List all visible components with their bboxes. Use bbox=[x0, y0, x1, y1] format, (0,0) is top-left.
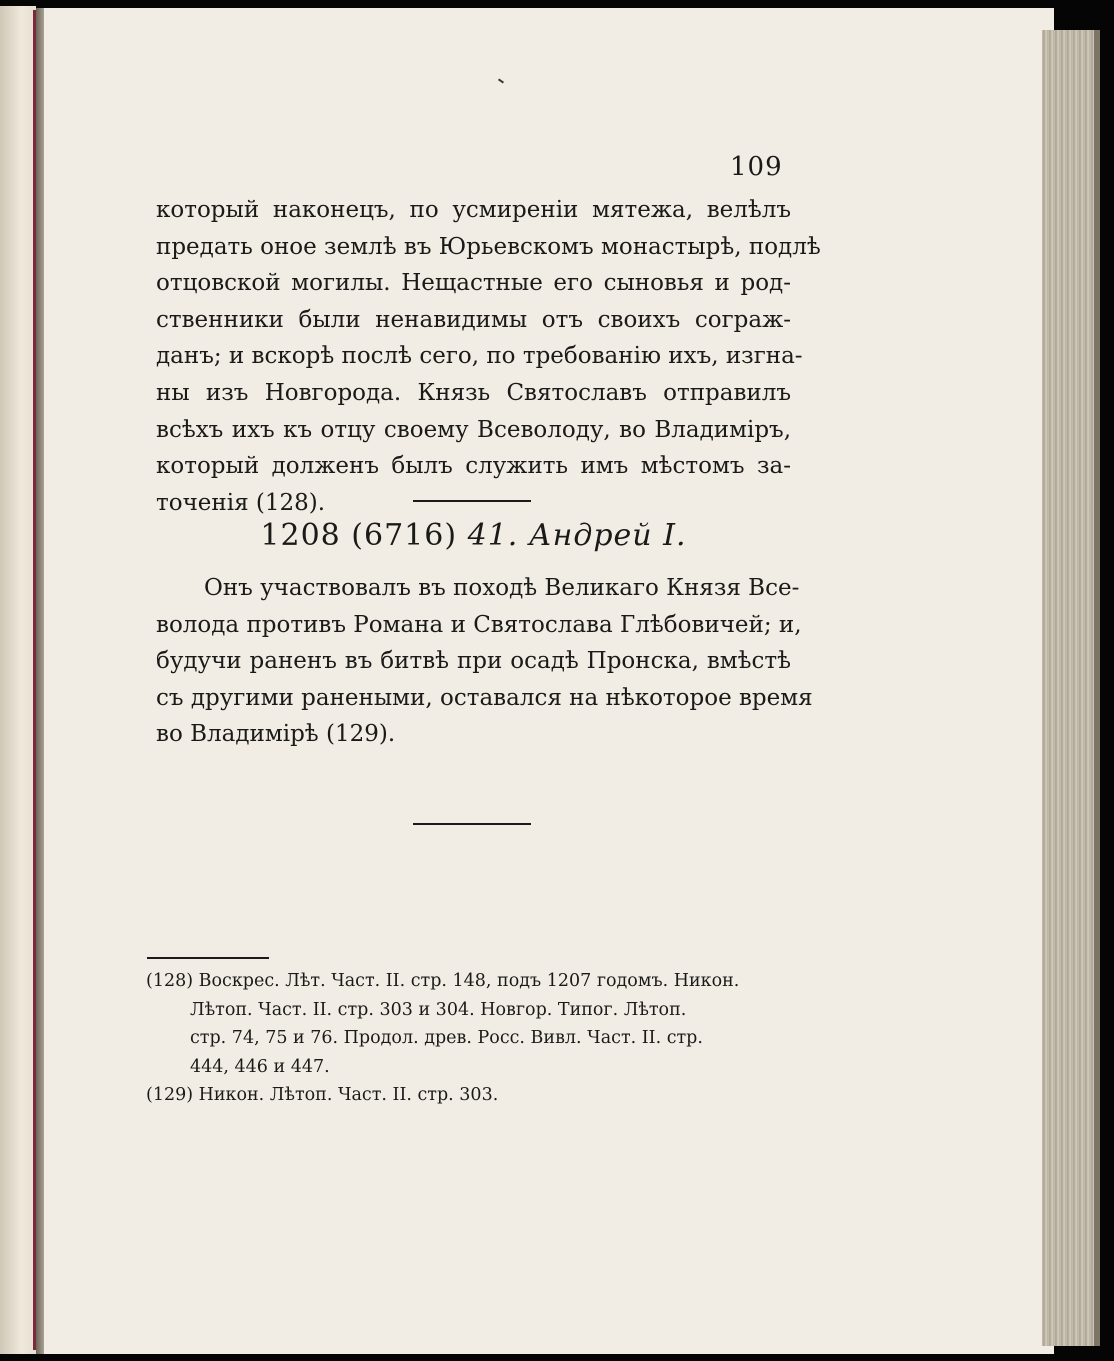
page-stack-shadow bbox=[1094, 30, 1100, 1346]
text-line: который долженъ былъ служить имъ мѣстомъ за- bbox=[156, 453, 791, 480]
text-line: отцовской могилы. Нещастные его сыновья и род- bbox=[156, 270, 791, 297]
heading-year: 1208 (6716) bbox=[260, 518, 458, 553]
text-line: данъ; и вскорѣ послѣ сего, по требованію ихъ, изгна- bbox=[156, 343, 803, 370]
text-line: всѣхъ ихъ къ отцу своему Всеволоду, во Владиміръ, bbox=[156, 416, 791, 443]
paragraph-2 bbox=[156, 570, 813, 753]
footnote-line: (129) Никон. Лѣтоп. Част. II. стр. 303. bbox=[146, 1085, 499, 1105]
section-heading bbox=[156, 518, 791, 553]
text-line: который наконецъ, по усмиреніи мятежа, велѣлъ bbox=[156, 197, 791, 223]
text-line: ны изъ Новгорода. Князь Святославъ отправилъ bbox=[156, 379, 791, 406]
left-page-edge bbox=[0, 6, 36, 1354]
text-line: ственники были ненавидимы отъ своихъ сограж- bbox=[156, 306, 791, 333]
text-line: предать оное землѣ въ Юрьевскомъ монастырѣ, подлѣ bbox=[156, 233, 821, 260]
text-line: точенія (128). bbox=[156, 489, 326, 516]
end-divider bbox=[413, 823, 531, 825]
footnotes bbox=[146, 967, 786, 1110]
heading-title: 41. Андрей I. bbox=[467, 518, 687, 553]
footnote-line: (128) Воскрес. Лѣт. Част. II. стр. 148, подъ 1207 годомъ. Никон. bbox=[146, 971, 740, 991]
footnote-line: 444, 446 и 447. bbox=[190, 1056, 330, 1077]
text-line: волода противъ Романа и Святослава Глѣбовичей; и, bbox=[156, 611, 802, 638]
text-line: съ другими ранеными, оставался на нѣкоторое время bbox=[156, 684, 813, 711]
text-line: во Владимірѣ (129). bbox=[156, 721, 396, 748]
text-line: будучи раненъ въ битвѣ при осадѣ Пронска, вмѣстѣ bbox=[156, 648, 791, 675]
page-number: 109 bbox=[730, 152, 783, 182]
paragraph-1 bbox=[156, 192, 821, 521]
footnote-line: Лѣтоп. Част. II. стр. 303 и 304. Новгор. Типог. Лѣтоп. bbox=[190, 999, 687, 1020]
section-divider bbox=[413, 500, 531, 502]
text-line: Онъ участвовалъ въ походѣ Великаго Князя Все- bbox=[204, 575, 800, 601]
footnote-line: стр. 74, 75 и 76. Продол. древ. Росс. Вивл. Част. II. стр. bbox=[190, 1028, 703, 1048]
footnote-divider bbox=[147, 957, 269, 959]
page-stack-edges bbox=[1042, 30, 1098, 1346]
